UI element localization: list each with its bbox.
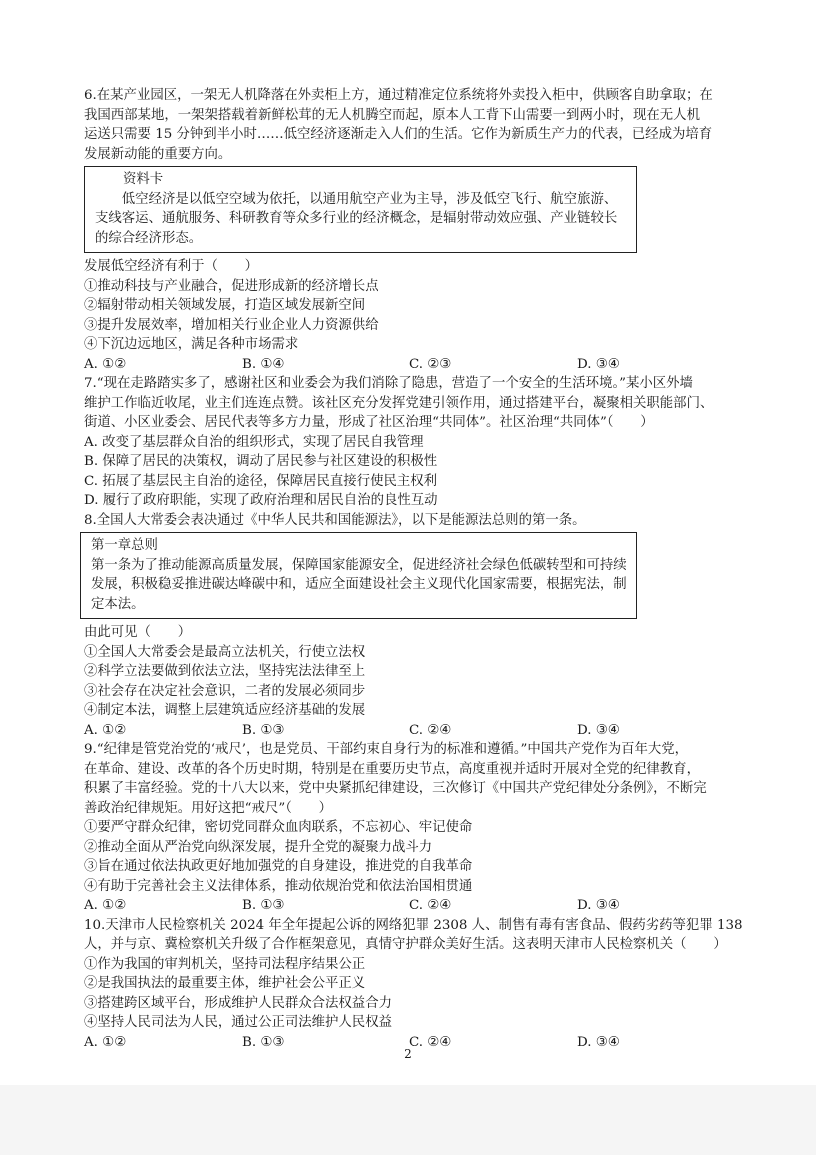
statement-item: ③搭建跨区域平台，形成维护人民群众合法权益合力 — [84, 995, 392, 1011]
answer-options — [84, 721, 744, 741]
statement-item: ①推动科技与产业融合，促进形成新的经济增长点 — [84, 278, 379, 294]
option-a[interactable]: A. ①② — [84, 1034, 127, 1050]
option-d[interactable]: D. 履行了政府职能，实现了政府治理和居民自治的良性互动 — [84, 493, 438, 508]
option-b[interactable]: B. ①④ — [242, 356, 285, 372]
answer-options — [84, 896, 744, 916]
info-card — [84, 166, 637, 253]
option-c[interactable]: C. ②④ — [409, 1034, 452, 1050]
text-line: 积累了丰富经验。党的十八大以来，党中央紧抓纪律建设，三次修订《中国共产党纪律处分条例》，不断完 — [84, 781, 707, 796]
option-c[interactable]: C. ②④ — [409, 722, 452, 738]
statement-item: ③旨在通过依法执政更好地加强党的自身建设，推进党的自我革命 — [84, 859, 473, 874]
option-a[interactable]: A. ①② — [84, 356, 127, 372]
page-number: 2 — [404, 1047, 412, 1061]
option-a[interactable]: A. ①② — [84, 898, 127, 913]
statement-item: ④坚持人民司法为人民，通过公正司法维护人民权益 — [84, 1015, 392, 1030]
statement-item: ③社会存在决定社会意识，二者的发展必须同步 — [84, 683, 366, 699]
text-line: 10.天津市人民检察机关 2024 年全年提起公诉的网络犯罪 2308 人、制售有毒有害食品、假药劣药等犯罪 138 — [84, 917, 743, 933]
option-a[interactable]: A. ①② — [84, 722, 127, 738]
text-line: 9.“纪律是管党治党的‘戒尺’，也是党员、干部约束自身行为的标准和遵循。”中国共产党作为百年大党， — [84, 742, 689, 757]
option-b[interactable]: B. ①③ — [242, 898, 285, 913]
text-line: 维护工作临近收尾，业主们连连点赞。该社区充分发挥党建引领作用，通过搭建平台，凝聚相关职能部门、 — [84, 395, 714, 411]
statement-item: ①全国人大常委会是最高立法机关，行使立法权 — [84, 644, 366, 660]
text-line: 7.“现在走路踏实多了，感谢社区和业委会为我们消除了隐患，营造了一个安全的生活环境。”某小区外墙 — [84, 376, 693, 391]
statement-item: ①作为我国的审判机关，坚持司法程序结果公正 — [84, 956, 366, 972]
statement-item: ②科学立法要做到依法立法，坚持宪法法律至上 — [84, 664, 366, 679]
question-6-stem — [84, 86, 744, 164]
text-line: 发展新动能的重要方向。 — [84, 146, 232, 162]
statement-item: ②是我国执法的最重要主体，维护社会公平正义 — [84, 976, 366, 991]
text-line: 在革命、建设、改革的各个历史时期，特别是在重要历史节点，高度重视并适时开展对全党的纪律教育， — [84, 761, 700, 777]
answer-options — [84, 355, 744, 375]
option-c[interactable]: C. ②④ — [409, 898, 452, 913]
statement-item: ②推动全面从严治党向纵深发展，提升全党的凝聚力战斗力 — [84, 839, 433, 855]
question-7-stem — [84, 374, 744, 433]
option-d[interactable]: D. ③④ — [577, 898, 620, 913]
question-9-stem — [84, 740, 744, 818]
option-a[interactable]: A. 改变了基层群众自治的组织形式，实现了居民自我管理 — [84, 434, 424, 450]
law-chapter-title: 第一章总则 — [91, 538, 158, 553]
statement-item: ④下沉边远地区，满足各种市场需求 — [84, 337, 299, 352]
text-line: 我国西部某地，一架架搭载着新鲜松茸的无人机腾空而起，原本人工背下山需要一到两小时，现在无人机 — [84, 107, 700, 123]
law-article-text: 第一条为了推动能源高质量发展，保障国家能源安全，促进经济社会绿色低碳转型和可持续发展，积极稳妥推进碳达峰碳中和，适应全面建设社会主义现代化国家需要，根据宪法，制定本法。 — [91, 557, 627, 612]
statement-item: ③提升发展效率，增加相关行业企业人力资源供给 — [84, 317, 379, 333]
text-line: 善政治纪律规矩。用好这把“戒尺”（ ） — [84, 800, 333, 816]
option-b[interactable]: B. ①③ — [242, 722, 285, 738]
option-b[interactable]: B. ①③ — [242, 1034, 285, 1050]
info-card-title: 资料卡 — [123, 172, 164, 187]
option-c[interactable]: C. ②③ — [409, 356, 452, 372]
question-6-prompt: 发展低空经济有利于（ ） — [84, 259, 259, 274]
statement-item: ②辐射带动相关领域发展，打造区域发展新空间 — [84, 298, 366, 313]
question-8-prompt: 由此可见（ ） — [84, 625, 192, 640]
option-b[interactable]: B. 保障了居民的决策权，调动了居民参与社区建设的积极性 — [84, 454, 438, 469]
option-c[interactable]: C. 拓展了基层民主自治的途径，保障居民直接行使民主权利 — [84, 473, 438, 489]
page-content — [84, 86, 744, 1052]
info-card-text: 低空经济是以低空空域为依托，以通用航空产业为主导，涉及低空飞行、航空旅游、支线客运、通航服务、科研教育等众多行业的经济概念，是辐射带动效应强、产业链较长的综合经济形态。 — [95, 191, 618, 246]
text-line: 运送只需要 15 分钟到半小时……低空经济逐渐走入人们的生活。它作为新质生产力的代表，已经成为培育 — [84, 127, 713, 142]
statement-item: ④有助于完善社会主义法律体系，推动依规治党和依法治国相贯通 — [84, 878, 473, 894]
law-excerpt-box — [80, 532, 637, 619]
option-d[interactable]: D. ③④ — [577, 722, 620, 738]
question-8-stem: 8.全国人大常委会表决通过《中华人民共和国能源法》，以下是能源法总则的第一条。 — [84, 512, 586, 528]
option-d[interactable]: D. ③④ — [577, 356, 620, 372]
text-line: 人，并与京、冀检察机关升级了合作框架意见，真情守护群众美好生活。这表明天津市人民检察机关（ ） — [84, 937, 727, 952]
question-10-stem — [84, 916, 744, 955]
option-d[interactable]: D. ③④ — [577, 1034, 620, 1050]
statement-item: ④制定本法，调整上层建筑适应经济基础的发展 — [84, 703, 366, 718]
scan-bottom-edge — [0, 1085, 816, 1155]
statement-item: ①要严守群众纪律，密切党同群众血肉联系，不忘初心、牢记使命 — [84, 820, 473, 835]
text-line: 街道、小区业委会、居民代表等多方力量，形成了社区治理“共同体”。社区治理“共同体”（ ） — [84, 415, 654, 430]
text-line: 6.在某产业园区，一架无人机降落在外卖柜上方，通过精准定位系统将外卖投入柜中，供顾客自助拿取；在 — [84, 88, 713, 103]
